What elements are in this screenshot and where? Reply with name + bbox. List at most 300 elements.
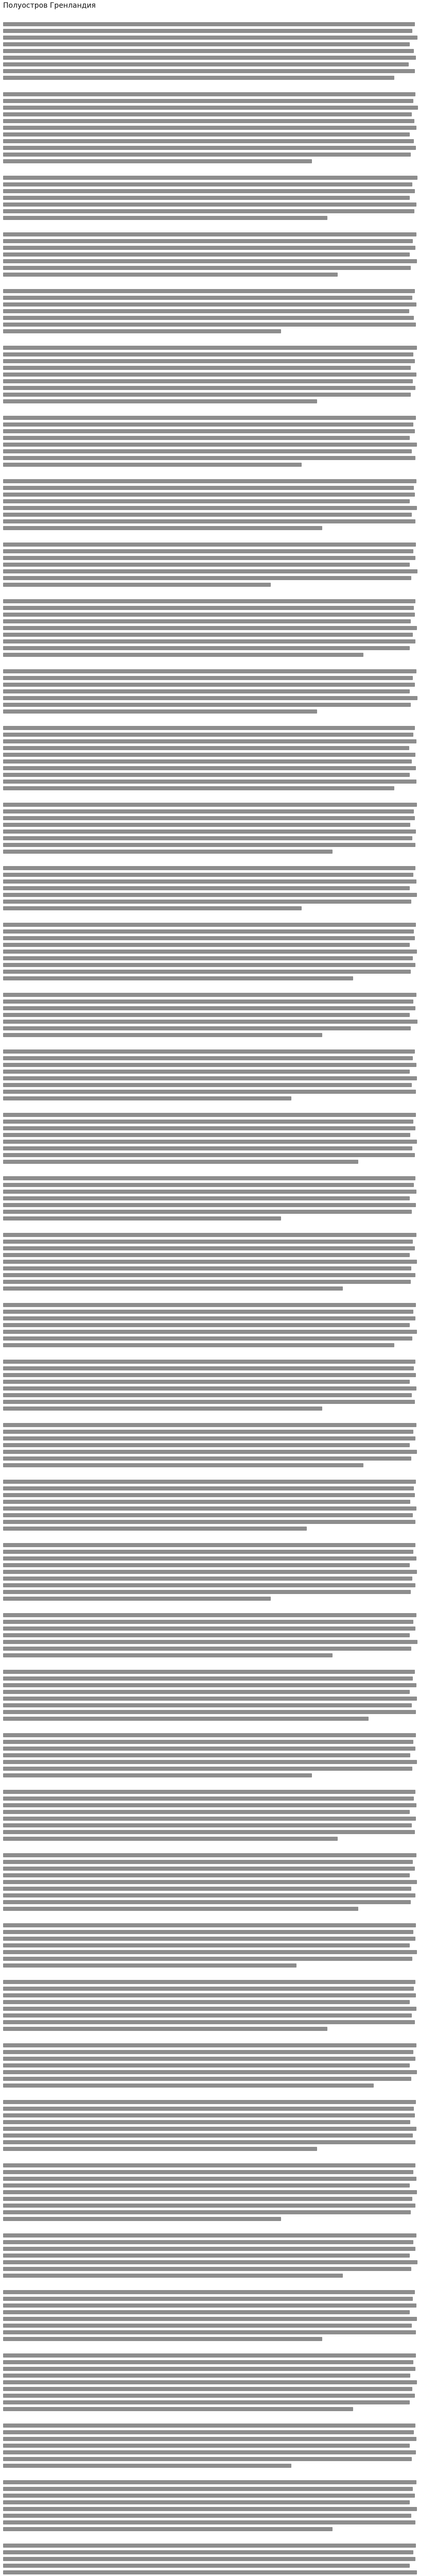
text-line (3, 309, 409, 313)
text-line (3, 1160, 358, 1164)
text-line (3, 2057, 415, 2061)
section-gap (3, 2280, 433, 2287)
text-line (3, 2557, 415, 2561)
section-gap (3, 1780, 433, 1787)
text-line (3, 2083, 374, 2088)
text-line (3, 923, 416, 927)
text-line (3, 346, 417, 350)
text-line (3, 2324, 412, 2328)
text-line (3, 1987, 414, 1991)
text-line (3, 2210, 411, 2214)
text-line (3, 1436, 415, 1440)
text-line (3, 506, 417, 510)
text-line (3, 132, 410, 137)
text-line (3, 2170, 413, 2174)
text-line (3, 106, 418, 110)
text-line (3, 1823, 412, 1827)
text-line (3, 676, 413, 680)
text-line (3, 1450, 417, 1454)
section-gap (3, 1103, 433, 1110)
text-line (3, 1740, 413, 1744)
text-line (3, 669, 416, 673)
text-line (3, 259, 417, 263)
text-line (3, 1900, 411, 1904)
text-line (3, 1430, 413, 1434)
text-line (3, 1330, 417, 1334)
text-line (3, 2113, 415, 2117)
text-line (3, 2367, 415, 2371)
text-line (3, 1096, 291, 1100)
text-line (3, 2240, 413, 2244)
text-line (3, 182, 412, 187)
text-line (3, 543, 416, 547)
text-line (3, 999, 413, 1004)
text-line (3, 703, 411, 707)
text-line (3, 2400, 410, 2404)
text-line (3, 62, 409, 66)
text-line (3, 49, 414, 53)
text-line (3, 1423, 416, 1427)
text-line (3, 1760, 417, 1764)
text-line (3, 2140, 415, 2144)
text-line (3, 422, 413, 427)
text-line (3, 1113, 416, 1117)
text-line (3, 1887, 411, 1891)
text-line (3, 252, 410, 257)
text-line (3, 119, 414, 123)
text-line (3, 773, 410, 777)
text-line (3, 2050, 413, 2054)
section-gap (3, 2344, 433, 2351)
text-line (3, 273, 338, 277)
text-line (3, 209, 414, 213)
text-line (3, 569, 417, 573)
text-line (3, 1520, 415, 1524)
text-line (3, 2274, 343, 2278)
text-line (3, 2480, 416, 2484)
text-line (3, 639, 415, 643)
text-line (3, 2424, 415, 2428)
text-line (3, 1056, 413, 1060)
text-line (3, 2430, 414, 2434)
text-line (3, 29, 412, 33)
text-line (3, 1006, 415, 1010)
text-line (3, 2247, 415, 2251)
text-line (3, 786, 394, 790)
text-line (3, 1203, 416, 1207)
text-line (3, 929, 414, 934)
section-gap (3, 406, 433, 413)
section-gap (3, 2033, 433, 2041)
text-line (3, 900, 411, 904)
text-line (3, 1406, 322, 1411)
section-gap (3, 1723, 433, 1731)
text-line (3, 1626, 415, 1631)
text-line (3, 963, 415, 967)
text-line (3, 1810, 410, 1814)
text-line (3, 246, 415, 250)
text-line (3, 2290, 415, 2294)
text-line (3, 633, 413, 637)
text-line (3, 829, 416, 834)
text-line (3, 499, 410, 503)
text-line (3, 613, 415, 617)
text-line (3, 2077, 411, 2081)
text-line (3, 1400, 415, 1404)
section-gap (3, 2224, 433, 2231)
text-line (3, 1386, 416, 1391)
text-line (3, 239, 413, 243)
text-line (3, 1373, 416, 1377)
text-line (3, 1343, 394, 1347)
text-line (3, 2494, 415, 2498)
text-line (3, 626, 417, 630)
text-line (3, 1253, 410, 1257)
text-line (3, 189, 415, 193)
text-line (3, 266, 411, 270)
section-gap (3, 82, 433, 90)
text-line (3, 2183, 410, 2188)
text-line (3, 2260, 417, 2264)
text-line (3, 1710, 416, 1714)
text-line (3, 1463, 363, 1467)
text-line (3, 1146, 412, 1150)
section-gap (3, 1843, 433, 1851)
text-line (3, 753, 415, 757)
text-line (3, 42, 410, 46)
text-line (3, 352, 413, 357)
section-gap (3, 223, 433, 230)
text-line (3, 886, 410, 890)
text-line (3, 2514, 411, 2518)
section-gap (3, 983, 433, 990)
text-line (3, 1937, 415, 1941)
text-line (3, 2163, 415, 2167)
text-line (3, 1803, 416, 1807)
text-line (3, 619, 411, 623)
text-line (3, 176, 417, 180)
text-line (3, 816, 415, 820)
text-line (3, 1867, 415, 1871)
section-gap (3, 1413, 433, 1420)
text-line (3, 296, 412, 300)
text-line (3, 2520, 415, 2524)
text-line (3, 1957, 412, 1961)
text-line (3, 1210, 412, 1214)
text-line (3, 2437, 416, 2441)
text-line (3, 2253, 410, 2258)
text-line (3, 386, 415, 390)
text-line (3, 1907, 358, 1911)
text-line (3, 1366, 414, 1370)
text-line (3, 576, 411, 580)
text-line (3, 1183, 414, 1187)
text-line (3, 1747, 415, 1751)
article-body (3, 12, 433, 2576)
text-line (3, 1873, 410, 1877)
text-line (3, 1090, 416, 1094)
text-line (3, 1860, 413, 1864)
text-line (3, 1083, 412, 1087)
text-line (3, 1590, 411, 1594)
text-line (3, 2127, 416, 2131)
text-line (3, 943, 410, 947)
text-line (3, 1583, 415, 1587)
text-line (3, 2070, 417, 2074)
text-line (3, 746, 409, 750)
section-gap (3, 1040, 433, 1047)
text-line (3, 232, 416, 236)
text-line (3, 1280, 411, 1284)
text-line (3, 513, 412, 517)
text-line (3, 1670, 415, 1674)
text-line (3, 1196, 410, 1200)
text-line (3, 1923, 416, 1927)
text-line (3, 1773, 312, 1777)
text-line (3, 1286, 343, 1291)
text-line (3, 2027, 327, 2031)
text-line (3, 1240, 413, 1244)
text-line (3, 456, 415, 460)
text-line (3, 2353, 416, 2358)
text-line (3, 653, 363, 657)
text-line (3, 1640, 417, 1644)
text-line (3, 1443, 410, 1447)
section-gap (3, 1913, 433, 1921)
text-line (3, 1653, 333, 1657)
text-line (3, 519, 415, 523)
text-line (3, 146, 416, 150)
section-gap (3, 716, 433, 723)
text-line (3, 646, 410, 650)
text-line (3, 1506, 416, 1511)
text-line (3, 2337, 322, 2341)
text-line (3, 689, 410, 693)
text-line (3, 2303, 416, 2308)
text-line (3, 1336, 412, 1341)
text-line (3, 1049, 415, 1054)
text-line (3, 1246, 415, 1250)
text-line (3, 99, 413, 103)
text-line (3, 823, 410, 827)
text-line (3, 289, 415, 293)
text-line (3, 2507, 417, 2511)
text-line (3, 526, 322, 530)
text-line (3, 2330, 416, 2334)
text-line (3, 1153, 415, 1157)
text-line (3, 2380, 417, 2384)
text-line (3, 1020, 417, 1024)
text-line (3, 1556, 416, 1561)
text-line (3, 1753, 410, 1757)
text-line (3, 1360, 415, 1364)
text-line (3, 599, 415, 603)
text-line (3, 1790, 415, 1794)
section-gap (3, 166, 433, 173)
section-gap (3, 2090, 433, 2097)
text-line (3, 1026, 411, 1030)
section-gap (3, 2534, 433, 2541)
section-gap (3, 1470, 433, 1477)
text-line (3, 843, 415, 847)
text-line (3, 316, 414, 320)
text-line (3, 873, 413, 877)
text-line (3, 2147, 317, 2151)
text-line (3, 1563, 410, 1567)
text-line (3, 329, 281, 333)
text-line (3, 2564, 410, 2568)
text-line (3, 366, 411, 370)
text-line (3, 2100, 416, 2104)
page-title: Полуостров Гренландия (3, 2, 96, 10)
text-line (3, 1633, 410, 1637)
text-line (3, 2063, 410, 2067)
text-line (3, 2197, 412, 2201)
text-line (3, 893, 417, 897)
text-line (3, 323, 416, 327)
text-line (3, 92, 415, 96)
section-gap (3, 793, 433, 800)
text-line (3, 866, 415, 870)
text-line (3, 1577, 412, 1581)
text-line (3, 1893, 415, 1897)
text-line (3, 1486, 414, 1490)
text-line (3, 970, 411, 974)
text-line (3, 2500, 410, 2504)
text-line (3, 152, 411, 157)
text-line (3, 1676, 413, 1681)
text-line (3, 1690, 410, 1694)
text-line (3, 1233, 416, 1237)
text-line (3, 2387, 412, 2391)
text-line (3, 2043, 416, 2047)
text-line (3, 2570, 417, 2574)
text-line (3, 36, 417, 40)
text-line (3, 993, 416, 997)
text-line (3, 1543, 415, 1547)
text-line (3, 1513, 413, 1517)
text-line (3, 2233, 416, 2238)
section-gap (3, 659, 433, 667)
text-line (3, 879, 416, 884)
section-gap (3, 589, 433, 597)
text-line (3, 766, 416, 770)
text-line (3, 606, 414, 610)
section-gap (3, 1293, 433, 1300)
text-line (3, 1993, 416, 1997)
text-line (3, 2133, 413, 2138)
text-line (3, 2007, 416, 2011)
text-line (3, 379, 413, 383)
text-line (3, 1316, 415, 1320)
text-line (3, 1140, 417, 1144)
text-line (3, 803, 417, 807)
text-line (3, 1393, 412, 1397)
text-line (3, 2374, 410, 2378)
section-gap (3, 533, 433, 540)
text-line (3, 2457, 412, 2461)
text-line (3, 1950, 417, 1954)
text-line (3, 2527, 333, 2531)
section-gap (3, 1350, 433, 1357)
text-line (3, 1620, 413, 1624)
text-line (3, 563, 410, 567)
text-line (3, 850, 333, 854)
text-line (3, 359, 415, 363)
text-line (3, 486, 414, 490)
text-line (3, 1310, 413, 1314)
text-line (3, 1456, 411, 1461)
text-line (3, 1120, 413, 1124)
text-line (3, 2267, 411, 2271)
text-line (3, 1880, 417, 1884)
text-line (3, 429, 415, 433)
section-gap (3, 913, 433, 920)
text-line (3, 1133, 410, 1137)
text-line (3, 2120, 410, 2124)
text-line (3, 1733, 416, 1737)
section-gap (3, 2154, 433, 2161)
text-line (3, 549, 413, 553)
text-line (3, 1683, 416, 1687)
text-line (3, 1260, 417, 1264)
text-line (3, 733, 413, 737)
text-line (3, 1797, 414, 1801)
text-line (3, 1647, 411, 1651)
section-gap (3, 856, 433, 863)
text-line (3, 759, 412, 764)
text-line (3, 1703, 412, 1707)
text-line (3, 1126, 415, 1130)
text-line (3, 1493, 415, 1497)
section-gap (3, 12, 433, 20)
section-gap (3, 1223, 433, 1230)
text-line (3, 683, 415, 687)
text-line (3, 126, 416, 130)
text-line (3, 2407, 353, 2411)
text-line (3, 1480, 416, 1484)
text-line (3, 696, 417, 700)
text-line (3, 2394, 415, 2398)
section-gap (3, 1660, 433, 1667)
section-gap (3, 2414, 433, 2421)
text-line (3, 2217, 281, 2221)
text-line (3, 1063, 416, 1067)
section-gap (3, 1166, 433, 1174)
text-line (3, 1830, 415, 1834)
text-line (3, 976, 353, 980)
text-line (3, 2297, 413, 2301)
text-line (3, 1767, 412, 1771)
text-line (3, 463, 302, 467)
text-line (3, 443, 417, 447)
text-line (3, 1963, 297, 1968)
text-line (3, 739, 416, 743)
text-line (3, 1273, 415, 1277)
text-line (3, 2464, 291, 2468)
text-line (3, 2550, 413, 2554)
text-line (3, 2013, 412, 2018)
text-line (3, 1076, 417, 1080)
text-line (3, 1176, 415, 1180)
text-line (3, 416, 416, 420)
text-line (3, 1717, 369, 1721)
text-line (3, 69, 415, 73)
text-line (3, 2020, 415, 2024)
text-line (3, 1817, 416, 1821)
section-gap (3, 2470, 433, 2478)
text-line (3, 1380, 410, 1384)
